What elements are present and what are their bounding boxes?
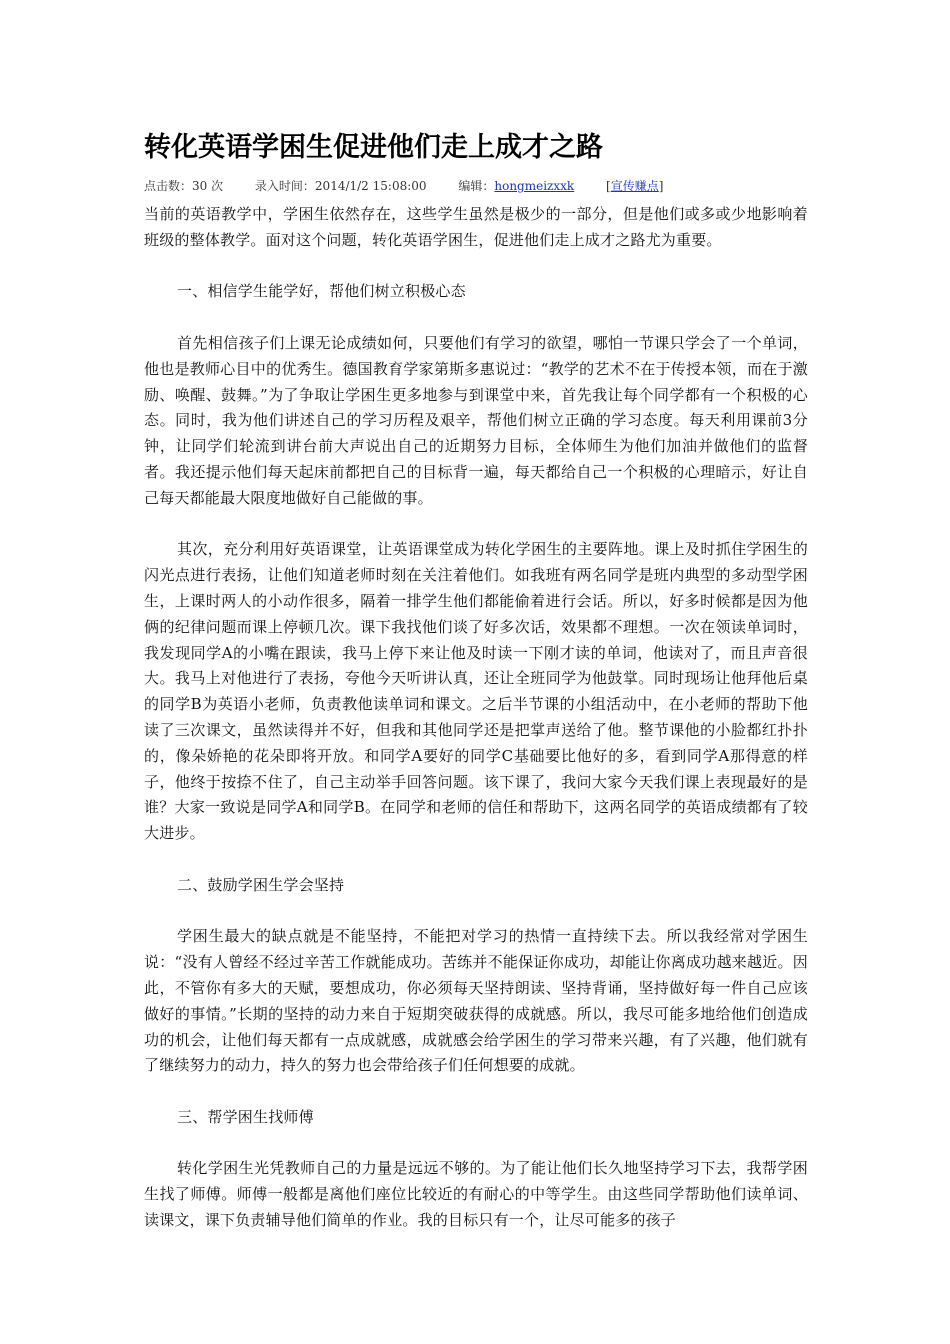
section-heading-2: 二、鼓励学困生学会坚持: [177, 875, 345, 894]
section-heading-1: 一、相信学生能学好，帮他们树立积极心态: [177, 282, 466, 301]
body-paragraph: 转化学困生光凭教师自己的力量是远远不够的。为了能让他们长久地坚持学习下去，我帮学困生找了师傅。师傅一般都是离他们座位比较近的有耐心的中等学生。由这些同学帮助他们读单词、读课文，课下负责辅导他们简单的作业。我的目标只有一个，让尽可能多的孩子: [144, 1159, 808, 1230]
promo-bracket-close: ]: [658, 179, 664, 193]
editor-link[interactable]: hongmeizxxk: [494, 179, 575, 193]
article-body: [144, 202, 808, 1260]
entry-time: 录入时间：2014/1/2 15:08:00: [254, 179, 427, 193]
body-paragraph: 学困生最大的缺点就是不能坚持，不能把对学习的热情一直持续下去。所以我经常对学困生说：“没有人曾经不经过辛苦工作就能成功。苦练并不能保证你成功，却能让你离成功越来越近。因此，不管你有多大的天赋，要想成功，你必须每天坚持朗读、坚持背诵，坚持做好每一件自己应该做好的事情。”长期的坚持的动力来自于短期突破获得的成就感。所以，我尽可能多地给他们创造成功的机会，让他们每天都有一点成就感，成就感会给学困生的学习带来兴趣，有了兴趣，他们就有了继续努力的动力，持久的努力也会带给孩子们任何想要的成就。: [144, 927, 808, 1075]
section-heading-3: 三、帮学困生找师傅: [177, 1107, 314, 1126]
body-paragraph: 其次，充分利用好英语课堂，让英语课堂成为转化学困生的主要阵地。课上及时抓住学困生的闪光点进行表扬，让他们知道老师时刻在关注着他们。如我班有两名同学是班内典型的多动型学困生，上课时两人的小动作很多，隔着一排学生他们都能偷着进行会话。所以，好多时候都是因为他俩的纪律问题而课上停顿几次。课下我找他们谈了好多次话，效果都不理想。一次在领读单词时，我发现同学A的小嘴在跟读，我马上停下来让他及时读一下刚才读的单词，他读对了，而且声音很大。我马上对他进行了表扬，夸他今天听讲认真，还让全班同学为他鼓掌。同时现场让他拜他后桌的同学B为英语小老师，负责教他读单词和课文。之后半节课的小组活动中，在小老师的帮助下他读了三次课文，虽然读得并不好，但我和其他同学还是把掌声送给了他。整节课他的小脸都红扑扑的，像朵娇艳的花朵即将开放。和同学A要好的同学C基础要比他好的多，看到同学A那得意的样子，他终于按捺不住了，自己主动举手回答问题。该下课了，我问大家今天我们课上表现最好的是谁？大家一致说是同学A和同学B。在同学和老师的信任和帮助下，这两名同学的英语成绩都有了较大进步。: [144, 540, 808, 843]
editor: [458, 178, 574, 194]
intro-paragraph: 当前的英语教学中，学困生依然存在，这些学生虽然是极少的一部分，但是他们或多或少地影响着班级的整体教学。面对这个问题，转化英语学困生，促进他们走上成才之路尤为重要。: [144, 205, 808, 249]
page-title: 转化英语学困生促进他们走上成才之路: [144, 132, 603, 163]
article-meta: [144, 178, 663, 194]
promo-link[interactable]: 宣传赚点: [610, 179, 659, 193]
promo: [606, 178, 663, 194]
body-paragraph: 首先相信孩子们上课无论成绩如何，只要他们有学习的欲望，哪怕一节课只学会了一个单词，他也是教师心目中的优秀生。德国教育学家第斯多惠说过：“教学的艺术不在于传授本领，而在于激励、唤醒、鼓舞。”为了争取让学困生更多地参与到课堂中来，首先我让每个同学都有一个积极的心态。同时，我为他们讲述自己的学习历程及艰辛，帮他们树立正确的学习态度。每天利用课前3分钟，让同学们轮流到讲台前大声说出自己的近期努力目标，全体师生为他们加油并做他们的监督者。我还提示他们每天起床前都把自己的目标背一遍，每天都给自己一个积极的心理暗示，好让自己每天都能最大限度地做好自己能做的事。: [144, 333, 808, 507]
editor-label: 编辑：: [458, 179, 495, 193]
click-count: 点击数：30 次: [144, 179, 224, 193]
promo-bracket-open: [: [606, 179, 611, 193]
